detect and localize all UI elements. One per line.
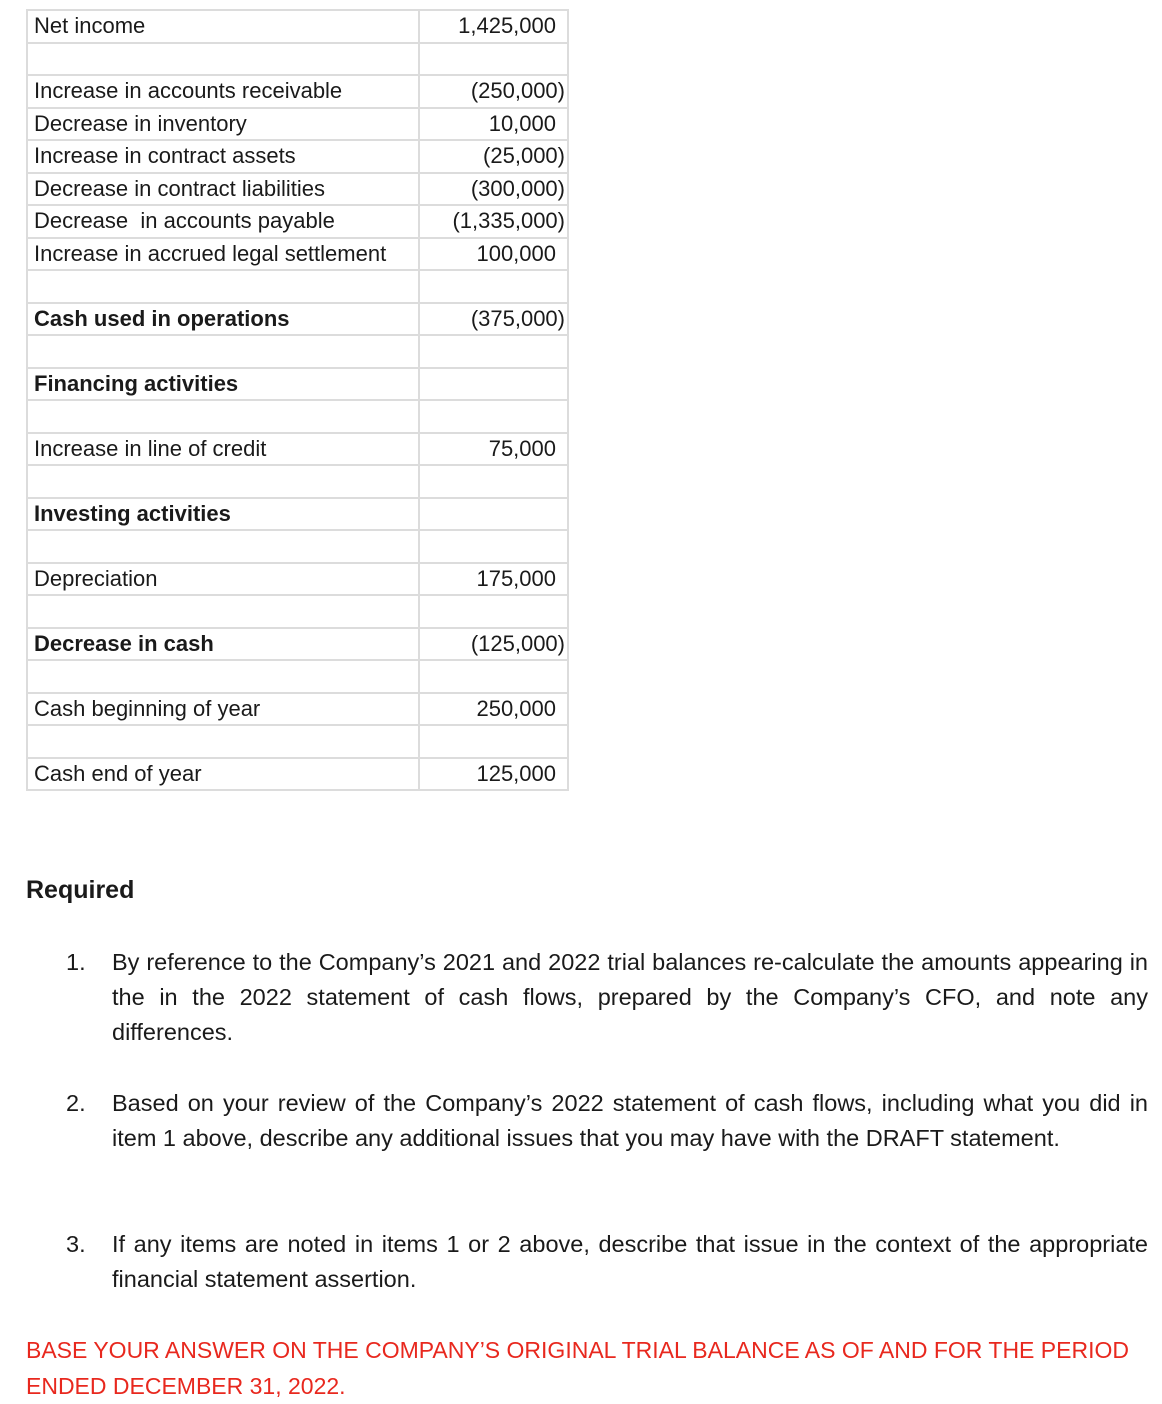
table-row bbox=[27, 108, 568, 141]
row-amount: 1,425,000 bbox=[419, 10, 568, 43]
table-row bbox=[27, 660, 568, 693]
row-label: Increase in accounts receivable bbox=[27, 75, 419, 108]
row-amount: (25,000) bbox=[419, 140, 568, 173]
table-row bbox=[27, 10, 568, 43]
table-row bbox=[27, 498, 568, 531]
row-amount bbox=[419, 465, 568, 498]
table-row bbox=[27, 173, 568, 206]
table-row bbox=[27, 303, 568, 336]
row-amount bbox=[419, 660, 568, 693]
row-amount: (125,000) bbox=[419, 628, 568, 661]
requirement-number: 3. bbox=[66, 1231, 86, 1257]
row-amount: 10,000 bbox=[419, 108, 568, 141]
row-label: Depreciation bbox=[27, 563, 419, 596]
row-amount: 100,000 bbox=[419, 238, 568, 271]
row-amount: (1,335,000) bbox=[419, 205, 568, 238]
row-label: Cash beginning of year bbox=[27, 693, 419, 726]
row-label bbox=[27, 43, 419, 76]
row-amount: (300,000) bbox=[419, 173, 568, 206]
row-amount: (250,000) bbox=[419, 75, 568, 108]
row-label bbox=[27, 660, 419, 693]
row-amount: 75,000 bbox=[419, 433, 568, 466]
row-label: Increase in line of credit bbox=[27, 433, 419, 466]
requirement-item-3 bbox=[66, 1227, 1148, 1297]
row-label: Financing activities bbox=[27, 368, 419, 401]
requirement-number: 2. bbox=[66, 1090, 86, 1116]
row-amount bbox=[419, 43, 568, 76]
cash-flow-table bbox=[26, 9, 569, 791]
row-amount bbox=[419, 270, 568, 303]
table-row bbox=[27, 628, 568, 661]
row-label: Decrease in cash bbox=[27, 628, 419, 661]
table-row bbox=[27, 75, 568, 108]
row-amount bbox=[419, 368, 568, 401]
row-label: Increase in accrued legal settlement bbox=[27, 238, 419, 271]
row-label bbox=[27, 335, 419, 368]
required-heading: Required bbox=[26, 876, 135, 904]
row-amount bbox=[419, 530, 568, 563]
row-amount bbox=[419, 400, 568, 433]
row-amount: 125,000 bbox=[419, 758, 568, 791]
row-label bbox=[27, 530, 419, 563]
row-label bbox=[27, 595, 419, 628]
row-amount bbox=[419, 335, 568, 368]
table-row bbox=[27, 693, 568, 726]
row-amount: 175,000 bbox=[419, 563, 568, 596]
row-label bbox=[27, 270, 419, 303]
row-amount: (375,000) bbox=[419, 303, 568, 336]
row-label bbox=[27, 725, 419, 758]
row-label: Increase in contract assets bbox=[27, 140, 419, 173]
table-row bbox=[27, 563, 568, 596]
table-row bbox=[27, 725, 568, 758]
row-amount bbox=[419, 498, 568, 531]
table-row bbox=[27, 465, 568, 498]
table-row bbox=[27, 335, 568, 368]
table-row bbox=[27, 530, 568, 563]
row-label bbox=[27, 400, 419, 433]
row-label: Net income bbox=[27, 10, 419, 43]
table-row bbox=[27, 368, 568, 401]
table-row bbox=[27, 270, 568, 303]
requirement-text: If any items are noted in items 1 or 2 above, describe that issue in the context of the appropriate financial statement assertion. bbox=[112, 1231, 1148, 1292]
row-label: Decrease in contract liabilities bbox=[27, 173, 419, 206]
row-label bbox=[27, 465, 419, 498]
requirement-text: Based on your review of the Company’s 2022 statement of cash flows, including what you did in item 1 above, describe any additional issues that you may have with the DRAFT statement. bbox=[112, 1090, 1148, 1151]
requirement-text: By reference to the Company’s 2021 and 2022 trial balances re-calculate the amounts appearing in the in the 2022 statement of cash flows, prepared by the Company’s CFO, and note any differences. bbox=[112, 949, 1148, 1045]
requirement-item-2 bbox=[66, 1086, 1148, 1156]
row-amount: 250,000 bbox=[419, 693, 568, 726]
table-row bbox=[27, 433, 568, 466]
table-row bbox=[27, 238, 568, 271]
instruction-note: BASE YOUR ANSWER ON THE COMPANY’S ORIGINAL TRIAL BALANCE AS OF AND FOR THE PERIOD ENDED DECEMBER 31, 2022. bbox=[26, 1337, 1129, 1399]
row-label: Cash end of year bbox=[27, 758, 419, 791]
row-label: Investing activities bbox=[27, 498, 419, 531]
requirement-item-1 bbox=[66, 945, 1148, 1050]
requirement-number: 1. bbox=[66, 949, 86, 975]
row-label: Decrease in accounts payable bbox=[27, 205, 419, 238]
table-row bbox=[27, 400, 568, 433]
row-amount bbox=[419, 595, 568, 628]
row-label: Cash used in operations bbox=[27, 303, 419, 336]
table-row bbox=[27, 205, 568, 238]
table-row bbox=[27, 595, 568, 628]
table-row bbox=[27, 43, 568, 76]
row-label: Decrease in inventory bbox=[27, 108, 419, 141]
table-row bbox=[27, 758, 568, 791]
row-amount bbox=[419, 725, 568, 758]
table-row bbox=[27, 140, 568, 173]
